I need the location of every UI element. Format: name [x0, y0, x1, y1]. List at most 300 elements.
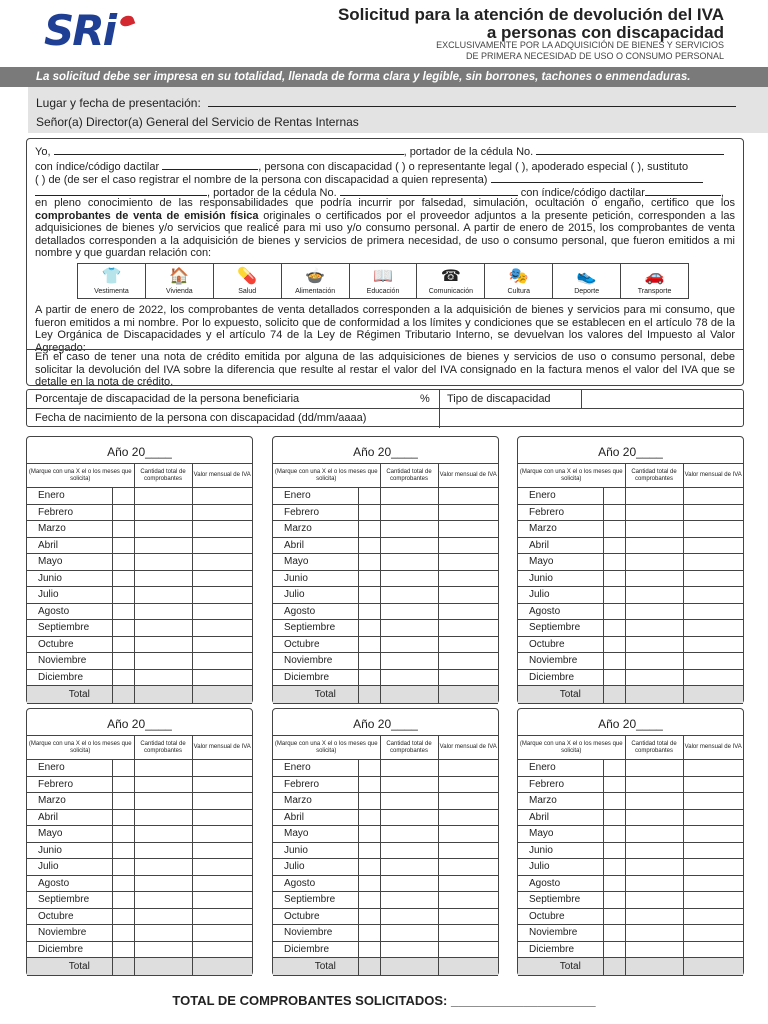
iva-value-cell[interactable] — [438, 908, 498, 925]
iva-value-cell[interactable] — [192, 636, 252, 653]
receipts-count-cell[interactable] — [134, 925, 192, 942]
addressee: Señor(a) Director(a) General del Servicio de Rentas Internas — [36, 115, 359, 129]
month-checkbox[interactable] — [112, 776, 134, 793]
month-checkbox[interactable] — [603, 570, 625, 587]
iva-value-cell[interactable] — [438, 892, 498, 909]
iva-value-cell[interactable] — [683, 941, 743, 958]
iva-value-cell[interactable] — [683, 760, 743, 777]
iva-value-cell[interactable] — [683, 892, 743, 909]
month-checkbox[interactable] — [112, 760, 134, 777]
receipts-count-cell[interactable] — [380, 776, 438, 793]
month-checkbox[interactable] — [603, 809, 625, 826]
receipts-count-cell[interactable] — [380, 892, 438, 909]
iva-value-cell[interactable] — [192, 908, 252, 925]
receipts-count-cell[interactable] — [134, 603, 192, 620]
month-row — [27, 842, 252, 859]
iva-value-cell[interactable] — [192, 554, 252, 571]
receipts-count-cell[interactable] — [380, 488, 438, 505]
iva-value-cell[interactable] — [683, 653, 743, 670]
month-row — [273, 941, 498, 958]
month-row — [518, 892, 743, 909]
category-cultura — [485, 264, 553, 298]
total-receipts-cell[interactable] — [380, 686, 438, 704]
month-checkbox[interactable] — [603, 587, 625, 604]
sri-logo: SRi — [44, 10, 134, 62]
pot-icon: 🍲 — [305, 268, 326, 285]
iva-value-cell[interactable] — [683, 875, 743, 892]
fingerprint-code-field[interactable] — [162, 158, 258, 170]
receipts-count-cell[interactable] — [380, 809, 438, 826]
receipts-count-cell[interactable] — [380, 859, 438, 876]
month-label: Septiembre — [273, 620, 358, 637]
month-checkbox[interactable] — [603, 504, 625, 521]
month-label: Noviembre — [273, 653, 358, 670]
receipts-count-cell[interactable] — [380, 941, 438, 958]
year-table-5 — [272, 708, 499, 976]
receipts-count-cell[interactable] — [380, 653, 438, 670]
month-checkbox[interactable] — [603, 760, 625, 777]
month-row — [27, 537, 252, 554]
month-checkbox[interactable] — [603, 793, 625, 810]
month-checkbox[interactable] — [112, 793, 134, 810]
month-checkbox[interactable] — [112, 809, 134, 826]
month-checkbox[interactable] — [603, 537, 625, 554]
month-checkbox[interactable] — [112, 570, 134, 587]
month-checkbox[interactable] — [603, 521, 625, 538]
month-checkbox[interactable] — [603, 488, 625, 505]
month-row — [273, 587, 498, 604]
month-checkbox[interactable] — [112, 636, 134, 653]
total-iva-cell[interactable] — [438, 686, 498, 704]
category-vivienda — [146, 264, 214, 298]
month-row — [27, 636, 252, 653]
receipts-count-cell[interactable] — [380, 826, 438, 843]
month-label: Septiembre — [518, 892, 603, 909]
month-checkbox[interactable] — [358, 521, 380, 538]
iva-value-cell[interactable] — [192, 504, 252, 521]
iva-value-cell[interactable] — [438, 875, 498, 892]
month-checkbox[interactable] — [358, 826, 380, 843]
iva-value-cell[interactable] — [683, 842, 743, 859]
month-checkbox[interactable] — [112, 892, 134, 909]
iva-value-cell[interactable] — [683, 620, 743, 637]
receipts-count-cell[interactable] — [380, 760, 438, 777]
mark-months-header: (Marque con una X el o los meses que solicita) — [273, 464, 380, 488]
month-checkbox[interactable] — [112, 488, 134, 505]
month-checkbox[interactable] — [358, 636, 380, 653]
iva-value-cell[interactable] — [438, 488, 498, 505]
receipts-count-cell[interactable] — [625, 653, 683, 670]
month-label: Diciembre — [273, 941, 358, 958]
receipts-count-cell[interactable] — [625, 875, 683, 892]
iva-value-cell[interactable] — [683, 603, 743, 620]
receipts-count-cell[interactable] — [625, 603, 683, 620]
iva-value-cell[interactable] — [438, 842, 498, 859]
iva-value-cell[interactable] — [683, 908, 743, 925]
receipts-count-cell[interactable] — [134, 521, 192, 538]
month-row — [27, 809, 252, 826]
iva-value-cell[interactable] — [192, 925, 252, 942]
receipts-count-cell[interactable] — [380, 925, 438, 942]
month-checkbox[interactable] — [603, 669, 625, 686]
iva-value-cell[interactable] — [683, 636, 743, 653]
iva-value-cell[interactable] — [192, 653, 252, 670]
iva-value-header: Valor mensual de IVA — [438, 736, 498, 760]
iva-value-cell[interactable] — [438, 521, 498, 538]
month-label: Abril — [518, 809, 603, 826]
month-label: Diciembre — [518, 669, 603, 686]
receipts-count-cell[interactable] — [134, 809, 192, 826]
place-date-field[interactable] — [208, 95, 736, 107]
month-checkbox[interactable] — [112, 603, 134, 620]
month-checkbox[interactable] — [603, 941, 625, 958]
receipts-count-cell[interactable] — [380, 620, 438, 637]
receipts-count-cell[interactable] — [134, 636, 192, 653]
month-checkbox[interactable] — [112, 842, 134, 859]
iva-value-cell[interactable] — [438, 620, 498, 637]
iva-value-cell[interactable] — [192, 521, 252, 538]
disability-type-label: Tipo de discapacidad — [447, 393, 551, 405]
month-label: Marzo — [27, 521, 112, 538]
iva-value-cell[interactable] — [438, 859, 498, 876]
month-checkbox[interactable] — [358, 587, 380, 604]
receipts-count-cell[interactable] — [134, 570, 192, 587]
total-row — [518, 686, 743, 704]
total-receipts-cell[interactable] — [625, 686, 683, 704]
total-receipts-cell[interactable] — [134, 686, 192, 704]
total-iva-cell[interactable] — [683, 958, 743, 976]
receipts-count-cell[interactable] — [625, 793, 683, 810]
iva-value-cell[interactable] — [438, 760, 498, 777]
iva-value-cell[interactable] — [192, 875, 252, 892]
total-iva-cell[interactable] — [438, 958, 498, 976]
month-label: Febrero — [27, 504, 112, 521]
month-checkbox[interactable] — [358, 776, 380, 793]
receipts-count-cell[interactable] — [625, 892, 683, 909]
receipts-count-cell[interactable] — [625, 826, 683, 843]
receipts-count-cell[interactable] — [625, 842, 683, 859]
receipts-count-cell[interactable] — [380, 842, 438, 859]
month-row — [518, 636, 743, 653]
month-checkbox[interactable] — [603, 925, 625, 942]
total-receipts-cell[interactable] — [380, 958, 438, 976]
month-checkbox[interactable] — [358, 570, 380, 587]
iva-value-cell[interactable] — [192, 570, 252, 587]
receipts-count-cell[interactable] — [625, 570, 683, 587]
iva-value-cell[interactable] — [192, 760, 252, 777]
receipts-count-cell[interactable] — [134, 776, 192, 793]
iva-value-cell[interactable] — [438, 587, 498, 604]
month-checkbox[interactable] — [358, 842, 380, 859]
month-checkbox[interactable] — [358, 488, 380, 505]
month-checkbox[interactable] — [358, 603, 380, 620]
receipts-count-cell[interactable] — [134, 587, 192, 604]
total-receipts-requested: TOTAL DE COMPROBANTES SOLICITADOS: ____________________ — [172, 993, 596, 1008]
iva-value-cell[interactable] — [438, 504, 498, 521]
month-checkbox[interactable] — [603, 875, 625, 892]
name-field[interactable] — [54, 143, 404, 155]
receipts-count-cell[interactable] — [380, 521, 438, 538]
receipts-count-header: Cantidad total de comprobantes — [625, 464, 683, 488]
month-checkbox[interactable] — [112, 653, 134, 670]
receipts-count-cell[interactable] — [380, 570, 438, 587]
receipts-count-cell[interactable] — [380, 793, 438, 810]
form-title: Solicitud para la atención de devolución del IVA a personas con discapacidad — [337, 5, 724, 42]
iva-value-cell[interactable] — [438, 653, 498, 670]
month-row — [518, 504, 743, 521]
iva-value-cell[interactable] — [438, 809, 498, 826]
iva-value-cell[interactable] — [192, 793, 252, 810]
iva-value-cell[interactable] — [438, 669, 498, 686]
month-checkbox[interactable] — [603, 636, 625, 653]
mark-months-header: (Marque con una X el o los meses que solicita) — [27, 736, 134, 760]
iva-value-cell[interactable] — [683, 776, 743, 793]
month-checkbox[interactable] — [358, 908, 380, 925]
receipts-count-cell[interactable] — [625, 636, 683, 653]
receipts-count-cell[interactable] — [134, 892, 192, 909]
year-label[interactable]: Año 20____ — [107, 445, 172, 459]
month-checkbox[interactable] — [112, 620, 134, 637]
iva-value-cell[interactable] — [192, 842, 252, 859]
month-checkbox[interactable] — [603, 620, 625, 637]
receipts-count-cell[interactable] — [625, 669, 683, 686]
month-checkbox[interactable] — [112, 925, 134, 942]
receipts-count-cell[interactable] — [134, 488, 192, 505]
receipts-count-cell[interactable] — [380, 669, 438, 686]
month-checkbox[interactable] — [358, 669, 380, 686]
iva-value-cell[interactable] — [192, 826, 252, 843]
month-checkbox[interactable] — [358, 504, 380, 521]
month-checkbox[interactable] — [112, 521, 134, 538]
month-checkbox[interactable] — [603, 908, 625, 925]
year-table-6 — [517, 708, 744, 976]
month-label: Enero — [518, 760, 603, 777]
month-row — [27, 875, 252, 892]
iva-value-cell[interactable] — [192, 669, 252, 686]
month-checkbox[interactable] — [358, 809, 380, 826]
credit-note-text: En el caso de tener una nota de crédito emitida por alguna de las adquisiciones de bienes y servicios de uso o consumo personal, debe solicitar la devolución del IVA sobre la diferencia que resulte al restar el valor del IVA consignado en la factura menos el valor del IVA que se detalle en la nota de crédito. — [35, 351, 735, 388]
iva-value-cell[interactable] — [438, 603, 498, 620]
category-label: Deporte — [574, 288, 600, 295]
iva-value-cell[interactable] — [192, 892, 252, 909]
iva-value-cell[interactable] — [438, 554, 498, 571]
month-checkbox[interactable] — [358, 653, 380, 670]
month-checkbox[interactable] — [358, 892, 380, 909]
month-label: Enero — [27, 760, 112, 777]
receipts-count-cell[interactable] — [625, 809, 683, 826]
month-row — [518, 809, 743, 826]
receipts-count-cell[interactable] — [134, 826, 192, 843]
category-label: Vestimenta — [94, 288, 129, 295]
receipts-count-cell[interactable] — [134, 653, 192, 670]
iva-value-cell[interactable] — [683, 809, 743, 826]
receipts-count-cell[interactable] — [625, 537, 683, 554]
represented-fingerprint-field[interactable] — [645, 184, 721, 196]
represented-name-field[interactable] — [491, 171, 703, 183]
iva-value-cell[interactable] — [683, 488, 743, 505]
iva-value-cell[interactable] — [683, 925, 743, 942]
month-checkbox[interactable] — [603, 892, 625, 909]
month-label: Mayo — [518, 554, 603, 571]
year-label[interactable]: Año 20____ — [353, 445, 418, 459]
month-checkbox[interactable] — [358, 554, 380, 571]
iva-value-cell[interactable] — [683, 669, 743, 686]
iva-value-cell[interactable] — [438, 570, 498, 587]
receipts-count-cell[interactable] — [380, 603, 438, 620]
receipts-count-cell[interactable] — [134, 842, 192, 859]
receipts-count-cell[interactable] — [625, 776, 683, 793]
month-checkbox[interactable] — [112, 826, 134, 843]
iva-value-cell[interactable] — [192, 587, 252, 604]
total-row — [27, 958, 252, 976]
iva-value-cell[interactable] — [192, 620, 252, 637]
receipts-count-cell[interactable] — [380, 504, 438, 521]
receipts-count-cell[interactable] — [380, 587, 438, 604]
total-receipts-cell[interactable] — [625, 958, 683, 976]
total-iva-cell[interactable] — [192, 958, 252, 976]
receipts-count-cell[interactable] — [380, 875, 438, 892]
iva-value-cell[interactable] — [683, 554, 743, 571]
month-row — [27, 908, 252, 925]
month-row — [27, 776, 252, 793]
year-label[interactable]: Año 20____ — [598, 717, 663, 731]
month-checkbox[interactable] — [358, 620, 380, 637]
iva-value-cell[interactable] — [683, 587, 743, 604]
represented-id-field[interactable] — [340, 184, 518, 196]
receipts-count-cell[interactable] — [625, 587, 683, 604]
month-checkbox[interactable] — [358, 760, 380, 777]
iva-value-cell[interactable] — [683, 859, 743, 876]
iva-value-cell[interactable] — [192, 941, 252, 958]
category-label: Vivienda — [165, 288, 193, 295]
receipts-count-cell[interactable] — [134, 669, 192, 686]
receipts-count-cell[interactable] — [625, 521, 683, 538]
month-row — [27, 925, 252, 942]
iva-value-cell[interactable] — [192, 809, 252, 826]
month-checkbox[interactable] — [112, 941, 134, 958]
month-checkbox[interactable] — [112, 554, 134, 571]
receipts-count-cell[interactable] — [380, 554, 438, 571]
iva-value-cell[interactable] — [192, 537, 252, 554]
receipts-count-cell[interactable] — [625, 925, 683, 942]
iva-value-cell[interactable] — [438, 826, 498, 843]
iva-value-cell[interactable] — [438, 537, 498, 554]
month-checkbox[interactable] — [603, 842, 625, 859]
iva-value-cell[interactable] — [683, 504, 743, 521]
year-label[interactable]: Año 20____ — [598, 445, 663, 459]
iva-value-cell[interactable] — [192, 776, 252, 793]
month-checkbox[interactable] — [112, 875, 134, 892]
iva-value-cell[interactable] — [683, 537, 743, 554]
receipts-count-cell[interactable] — [134, 554, 192, 571]
month-checkbox[interactable] — [112, 537, 134, 554]
receipts-count-cell[interactable] — [625, 941, 683, 958]
month-checkbox[interactable] — [603, 776, 625, 793]
month-checkbox[interactable] — [112, 504, 134, 521]
receipts-count-cell[interactable] — [625, 760, 683, 777]
birthdate-label: Fecha de nacimiento de la persona con discapacidad (dd/mm/aaaa) — [35, 412, 367, 424]
month-label: Octubre — [273, 908, 358, 925]
receipts-count-cell[interactable] — [134, 875, 192, 892]
total-receipts-cell[interactable] — [134, 958, 192, 976]
year-label[interactable]: Año 20____ — [107, 717, 172, 731]
month-label: Abril — [27, 809, 112, 826]
month-row — [27, 793, 252, 810]
month-checkbox[interactable] — [358, 941, 380, 958]
month-checkbox[interactable] — [603, 859, 625, 876]
receipts-count-cell[interactable] — [625, 554, 683, 571]
iva-value-cell[interactable] — [683, 826, 743, 843]
receipts-count-cell[interactable] — [380, 537, 438, 554]
month-label: Febrero — [273, 776, 358, 793]
month-checkbox[interactable] — [603, 826, 625, 843]
receipts-count-cell[interactable] — [380, 908, 438, 925]
receipts-count-cell[interactable] — [625, 859, 683, 876]
receipts-count-cell[interactable] — [134, 908, 192, 925]
month-checkbox[interactable] — [603, 603, 625, 620]
month-row — [518, 776, 743, 793]
month-checkbox[interactable] — [358, 859, 380, 876]
iva-value-cell[interactable] — [683, 521, 743, 538]
iva-value-cell[interactable] — [192, 488, 252, 505]
receipts-count-cell[interactable] — [134, 793, 192, 810]
receipts-count-cell[interactable] — [625, 620, 683, 637]
iva-value-cell[interactable] — [683, 793, 743, 810]
iva-value-cell[interactable] — [192, 603, 252, 620]
receipts-count-cell[interactable] — [625, 908, 683, 925]
year-label[interactable]: Año 20____ — [353, 717, 418, 731]
receipts-count-cell[interactable] — [134, 537, 192, 554]
month-label: Mayo — [273, 826, 358, 843]
month-label: Junio — [518, 570, 603, 587]
month-checkbox[interactable] — [358, 875, 380, 892]
month-checkbox[interactable] — [603, 653, 625, 670]
month-checkbox[interactable] — [358, 793, 380, 810]
receipts-count-cell[interactable] — [134, 760, 192, 777]
month-checkbox[interactable] — [358, 537, 380, 554]
represented-name-field-2[interactable] — [35, 184, 207, 196]
total-iva-cell[interactable] — [683, 686, 743, 704]
receipts-count-cell[interactable] — [134, 859, 192, 876]
month-checkbox[interactable] — [112, 908, 134, 925]
month-row — [518, 760, 743, 777]
month-checkbox[interactable] — [603, 554, 625, 571]
iva-value-cell[interactable] — [438, 636, 498, 653]
month-row — [273, 504, 498, 521]
iva-value-cell[interactable] — [438, 941, 498, 958]
receipts-count-cell[interactable] — [134, 941, 192, 958]
month-checkbox[interactable] — [112, 587, 134, 604]
iva-value-cell[interactable] — [438, 793, 498, 810]
receipts-count-cell[interactable] — [380, 636, 438, 653]
month-checkbox[interactable] — [358, 925, 380, 942]
receipts-count-cell[interactable] — [134, 504, 192, 521]
declaration-box: Yo, , portador de la cédula No. con índice/código dactilar , persona con discapacidad ( ) o representante legal ( ), apoderado especial ( ), sustituto ( ) de (de ser el caso registrar el nombre de la persona con discapacidad a quien representa) , portador de la cédula No. con índice/código dactilar , en pleno conocimiento de las responsabilidades que podría incurrir por falsedad, simulación, ocultación o engaño, certifico que los comprobantes de venta de emisión física originales o certificados por el proveedor adjuntos a la presente petición, corresponden a las adquisiciones de bienes y/o servicios que realicé para mi uso y/o consumo personal. A partir de enero de 2015, los comprobantes de venta detallados corresponden a la adquisición de bienes y servicios de primera necesidad, de uso o consumo personal, que fueron emitidos a mi nombre y que guardan relación con: 👕 Vestimenta 🏠 Vivienda 💊 Salud 🍲 Alimentación 📖 Educación ☎ Comunicación 🎭 Cultura 👟 Deporte 🚗 Transporte A partir de enero de 2022, los comprobantes de venta detallados corresponden a la adquisición de bienes y servicios para mi consumo, que fueron emitidos a mi nombre. Por lo expuesto, solicito que de conformidad a los límites y condiciones que se establecen en el artículo 78 de la Ley Orgánica de Discapacidades y el artículo 74 de la Ley de Régimen Tributario Interno, se devuelvan los valores del Impuesto al Valor Agregado: En el caso de tener una nota de crédito emitida por alguna de las adquisiciones de bienes y servicios de uso o consumo personal, debe solicitar la devolución del IVA sobre la diferencia que resulte al restar el valor del IVA consignado en la factura menos el valor del IVA que se detalle en la nota de crédito. — [26, 138, 744, 386]
month-label: Octubre — [27, 636, 112, 653]
iva-value-cell[interactable] — [192, 859, 252, 876]
iva-value-cell[interactable] — [438, 776, 498, 793]
receipts-count-cell[interactable] — [625, 488, 683, 505]
receipts-count-cell[interactable] — [134, 620, 192, 637]
iva-value-cell[interactable] — [683, 570, 743, 587]
month-checkbox[interactable] — [112, 669, 134, 686]
total-iva-cell[interactable] — [192, 686, 252, 704]
receipts-count-cell[interactable] — [625, 504, 683, 521]
month-checkbox[interactable] — [112, 859, 134, 876]
month-row — [273, 809, 498, 826]
id-field[interactable] — [536, 143, 724, 155]
iva-value-cell[interactable] — [438, 925, 498, 942]
